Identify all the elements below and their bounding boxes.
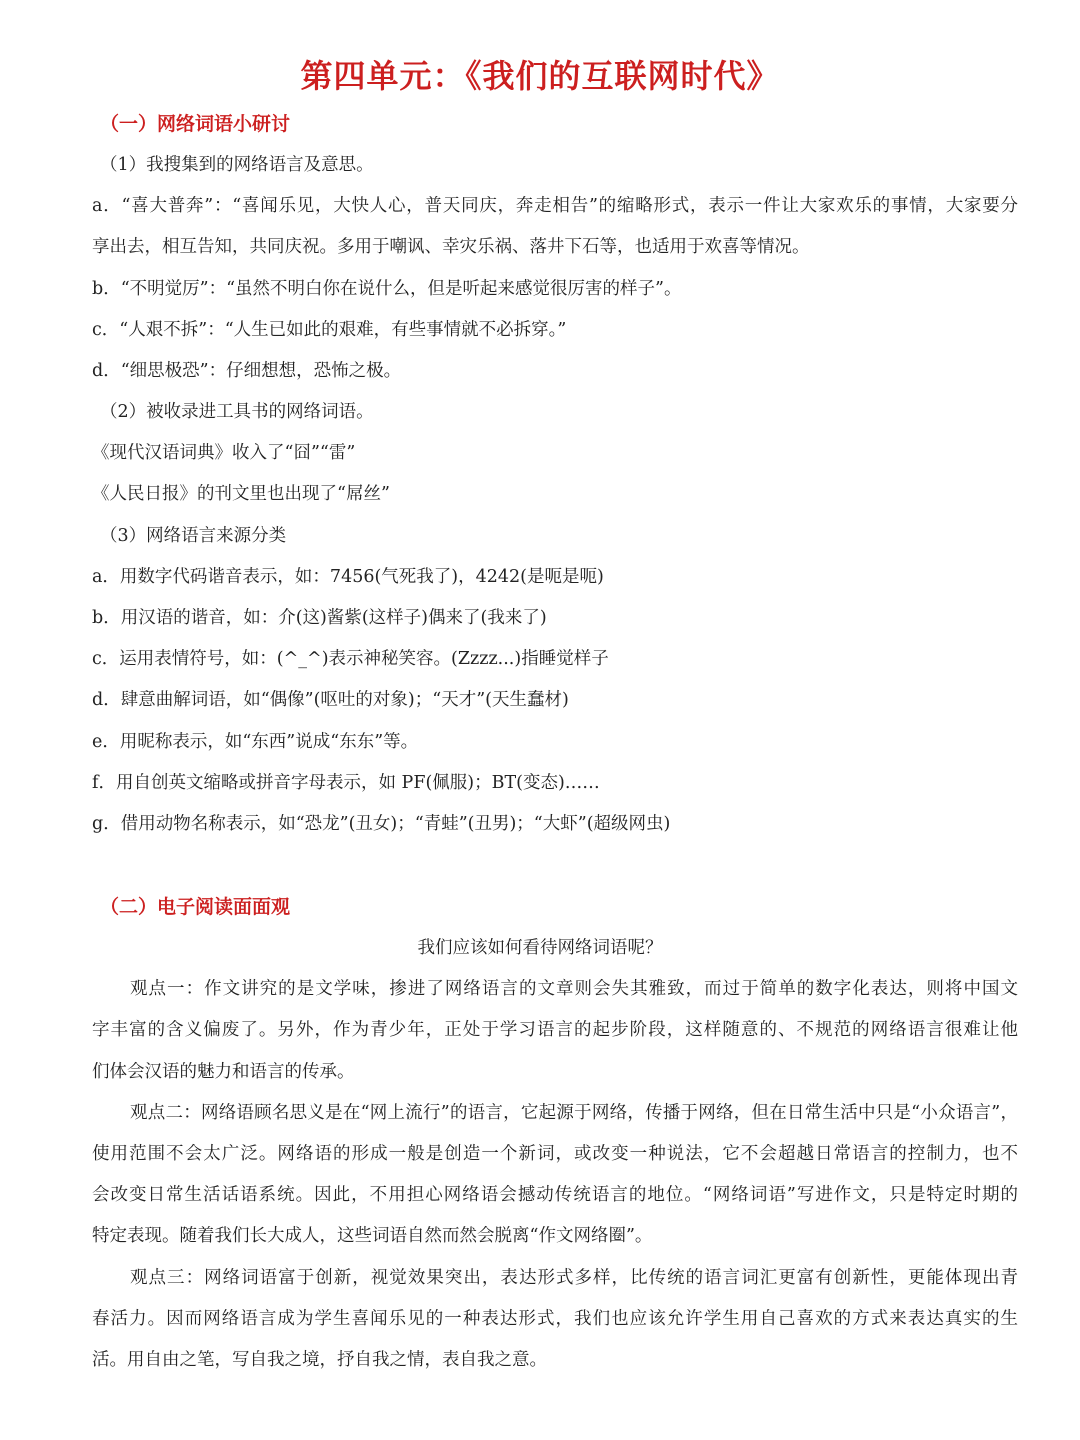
text-line: b．“不明觉厉”：“虽然不明白你在说什么，但是听起来感觉很厉害的样子”。 <box>92 279 682 299</box>
section-subtitle: 我们应该如何看待网络词语呢？ <box>417 938 663 958</box>
text-line: 观点一：作文讲究的是文学味，掺进了网络语言的文章则会失其雅致，而过于简单的数字化表达，则将中国文 <box>130 979 1018 999</box>
text-line: g．借用动物名称表示，如“恐龙”(丑女)；“青蛙”(丑男)；“大虾”(超级网虫) <box>92 814 671 834</box>
text-line: 春活力。因而网络语言成为学生喜闻乐见的一种表达形式，我们也应该允许学生用自己喜欢的方式来表达真实的生 <box>92 1309 1018 1329</box>
text-line: （1）我搜集到的网络语言及意思。 <box>100 155 374 175</box>
text-line: e．用昵称表示，如“东西”说成“东东”等。 <box>92 732 419 752</box>
text-line: a．用数字代码谐音表示，如：7456(气死我了)，4242(是呃是呃) <box>92 567 604 587</box>
section-heading-1: （一）网络词语小研讨 <box>100 113 291 135</box>
text-line: 们体会汉语的魅力和语言的传承。 <box>92 1062 355 1082</box>
text-line: （2）被收录进工具书的网络词语。 <box>100 402 374 422</box>
text-line: d．“细思极恐”：仔细想想，恐怖之极。 <box>92 361 402 381</box>
text-line: b．用汉语的谐音，如：介(这)酱紫(这样子)偶来了(我来了) <box>92 608 547 628</box>
text-line: 特定表现。随着我们长大成人，这些词语自然而然会脱离“作文网络圈”。 <box>92 1226 653 1246</box>
text-line: c．“人艰不拆”：“人生已如此的艰难，有些事情就不必拆穿。” <box>92 320 567 340</box>
text-line: d．肆意曲解词语，如“偶像”(呕吐的对象)；“天才”(天生蠢材) <box>92 690 569 710</box>
text-line: f．用自创英文缩略或拼音字母表示，如 PF(佩服)；BT(变态)…… <box>92 773 600 793</box>
section-heading-2: （二）电子阅读面面观 <box>100 896 291 918</box>
text-line: 观点二：网络语顾名思义是在“网上流行”的语言，它起源于网络，传播于网络，但在日常生活中只是“小众语言”， <box>130 1103 1018 1123</box>
text-line: c．运用表情符号，如：(^_^)表示神秘笑容。(Zzzz...)指睡觉样子 <box>92 649 609 669</box>
text-line: 《人民日报》的刊文里也出现了“屌丝” <box>92 484 390 504</box>
text-line: 会改变日常生活话语系统。因此，不用担心网络语会撼动传统语言的地位。“网络词语”写进作文，只是特定时期的 <box>92 1185 1018 1205</box>
text-line: a．“喜大普奔”：“喜闻乐见，大快人心，普天同庆，奔走相告”的缩略形式，表示一件让大家欢乐的事情，大家要分 <box>92 196 1018 216</box>
text-line: 享出去，相互告知，共同庆祝。多用于嘲讽、幸灾乐祸、落井下石等，也适用于欢喜等情况。 <box>92 237 810 257</box>
text-line: 字丰富的含义偏废了。另外，作为青少年，正处于学习语言的起步阶段，这样随意的、不规范的网络语言很难让他 <box>92 1020 1018 1040</box>
text-line: 使用范围不会太广泛。网络语的形成一般是创造一个新词，或改变一种说法，它不会超越日常语言的控制力，也不 <box>92 1144 1018 1164</box>
text-line: 《现代汉语词典》收入了“囧”“雷” <box>92 443 356 463</box>
text-line: 观点三：网络词语富于创新，视觉效果突出，表达形式多样，比传统的语言词汇更富有创新性，更能体现出青 <box>130 1268 1018 1288</box>
page-title: 第四单元：《我们的互联网时代》 <box>300 57 780 95</box>
text-line: 活。用自由之笔，写自我之境，抒自我之情，表自我之意。 <box>92 1350 547 1370</box>
text-line: （3）网络语言来源分类 <box>100 526 287 546</box>
